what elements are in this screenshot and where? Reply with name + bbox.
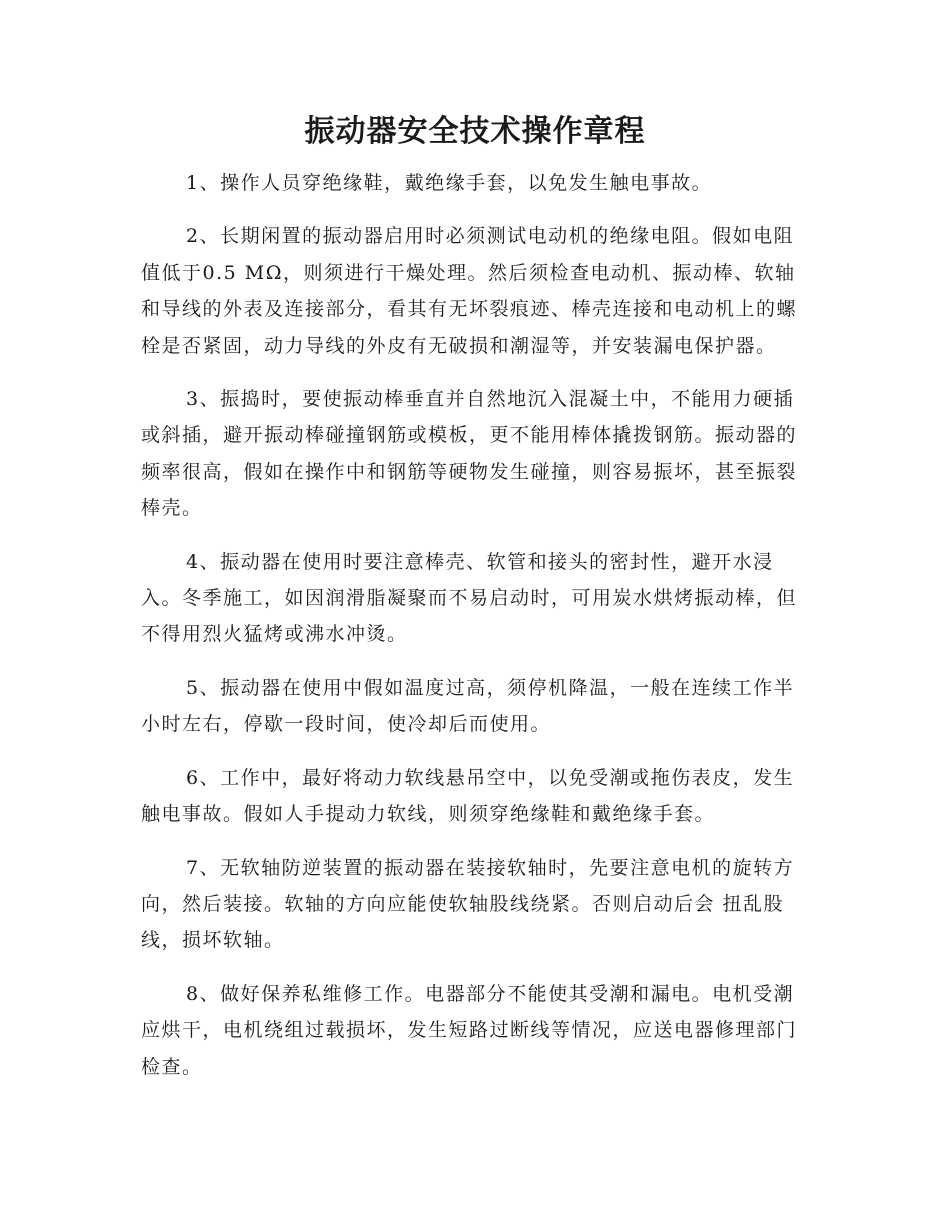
paragraph-7: 7、无软轴防逆装置的振动器在装接软轴时，先要注意电机的旋转方向，然后装接。软轴的方向应能使软轴股线绕紧。否则启动后会 扭乱股线，损坏软轴。 xyxy=(141,856,795,952)
paragraph-3: 3、振捣时，要使振动棒垂直并自然地沉入混凝土中，不能用力硬插或斜插，避开振动棒碰撞钢筋或模板，更不能用棒体撬拨钢筋。振动器的频率很高，假如在操作中和钢筋等硬物发生碰撞，则容易振坏，甚至振裂棒壳。 xyxy=(141,388,798,520)
paragraph-1: 1、操作人员穿绝缘鞋，戴绝缘手套，以免发生触电事故。 xyxy=(186,172,713,194)
document-body xyxy=(141,165,805,1102)
paragraph-5: 5、振动器在使用中假如温度过高，须停机降温，一般在连续工作半小时左右，停歇一段时间，使冷却后而使用。 xyxy=(141,676,795,736)
paragraph-8: 8、做好保养私维修工作。电器部分不能使其受潮和漏电。电机受潮应烘干，电机绕组过载损坏，发生短路过断线等情况，应送电器修理部门检查。 xyxy=(141,982,798,1078)
paragraph-2: 2、长期闲置的振动器启用时必须测试电动机的绝缘电阻。假如电阻值低于0.5 MΩ，则须进行干燥处理。然后须检查电动机、振动棒、软轴和导线的外表及连接部分，看其有无坏裂痕迹、棒壳连接和电动机上的螺栓是否紧固，动力导线的外皮有无破损和潮湿等，并安装漏电保护器。 xyxy=(141,225,798,357)
paragraph-4: 4、振动器在使用时要注意棒壳、软管和接头的密封性，避开水浸入。冬季施工，如因润滑脂凝聚而不易启动时，可用炭水烘烤振动棒，但不得用烈火猛烤或沸水冲烫。 xyxy=(141,550,798,646)
paragraph-6: 6、工作中，最好将动力软线悬吊空中，以免受潮或拖伤表皮，发生触电事故。假如人手提动力软线，则须穿绝缘鞋和戴绝缘手套。 xyxy=(141,766,795,826)
page-title: 振动器安全技术操作章程 xyxy=(304,114,646,149)
